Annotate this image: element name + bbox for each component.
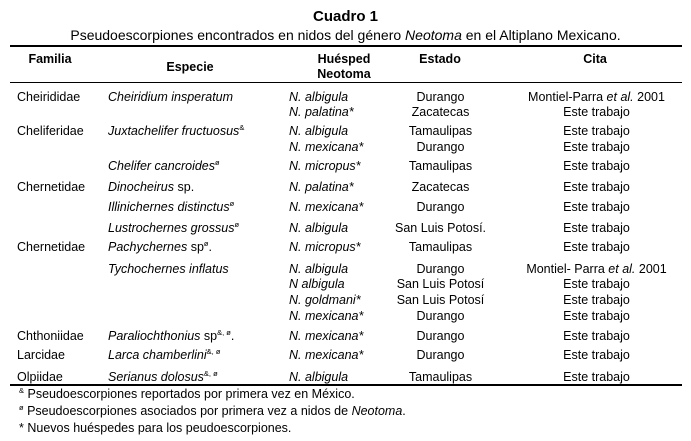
- cita-year: 2001: [635, 262, 667, 276]
- subtitle-text: Pseudoescorpiones encontrados en nidos del género: [70, 27, 406, 43]
- cita-cell: [520, 329, 673, 344]
- cita-cell: [520, 159, 673, 174]
- footnote: [19, 404, 406, 418]
- footnote-mark: ø: [234, 220, 240, 229]
- cita-text: Este trabajo: [563, 329, 630, 343]
- footnote-mark: ø: [203, 239, 209, 248]
- cita-cell: [520, 105, 673, 120]
- familia-cell: Cheliferidae: [17, 124, 84, 138]
- especie-name: Lustrochernes grossus: [108, 221, 235, 235]
- huesped-cell: N. micropus*: [289, 240, 361, 254]
- especie-cell: [108, 200, 234, 215]
- footnote-mark: &, ø: [206, 347, 221, 356]
- especie-name: Chelifer cancroides: [108, 159, 215, 173]
- cita-cell: [520, 277, 673, 292]
- footnote-symbol: ø: [19, 403, 24, 412]
- huesped-cell: N. mexicana*: [289, 140, 364, 154]
- estado-cell: San Luis Potosí: [396, 277, 485, 291]
- cita-cell: [520, 180, 673, 195]
- table-subtitle: [0, 27, 691, 43]
- familia-cell: Olpiidae: [17, 370, 63, 384]
- footnote-end: .: [402, 404, 406, 418]
- especie-name: Tychochernes inflatus: [108, 262, 229, 276]
- familia-cell: Chthoniidae: [17, 329, 84, 343]
- cita-cell: [520, 90, 673, 105]
- huesped-cell: N. palatina*: [289, 105, 354, 119]
- top-rule: [10, 45, 682, 47]
- estado-cell: Durango: [416, 140, 465, 154]
- estado-cell: San Luis Potosí: [396, 293, 485, 307]
- especie-name: Cheiridium insperatum: [108, 90, 234, 104]
- cita-cell: [520, 240, 673, 255]
- header-especie: Especie: [166, 60, 214, 74]
- huesped-cell: N. albigula: [289, 262, 349, 276]
- table-title: Cuadro 1: [312, 8, 378, 25]
- familia-cell: Chernetidae: [17, 180, 86, 194]
- cita-text: Este trabajo: [563, 221, 630, 235]
- especie-cell: [108, 262, 229, 277]
- familia-cell: Chernetidae: [17, 240, 86, 254]
- especie-name: Serianus dolosus: [108, 370, 204, 384]
- footnote-mark: &, ø: [217, 328, 231, 337]
- estado-cell: Tamaulipas: [408, 370, 473, 384]
- estado-cell: Durango: [416, 309, 465, 323]
- cita-text: Este trabajo: [563, 140, 630, 154]
- cita-text: Este trabajo: [563, 277, 630, 291]
- huesped-cell: N. palatina*: [289, 180, 354, 194]
- footnote-mark: &: [239, 123, 245, 132]
- especie-abbrev: sp: [200, 329, 218, 343]
- especie-cell: [108, 90, 233, 105]
- header-huesped: [300, 52, 388, 82]
- cita-text: Este trabajo: [563, 348, 630, 362]
- especie-cell: [108, 370, 218, 385]
- especie-cell: [108, 180, 194, 195]
- estado-cell: Durango: [416, 200, 465, 214]
- huesped-cell: N. mexicana*: [289, 329, 364, 343]
- familia-cell: Larcidae: [17, 348, 65, 362]
- cita-text: Este trabajo: [563, 309, 630, 323]
- estado-cell: Durango: [416, 348, 465, 362]
- header-estado: Estado: [419, 52, 461, 66]
- huesped-cell: N. albigula: [289, 124, 349, 138]
- footnote-text: * Nuevos huéspedes para los peudoescorpiones.: [19, 421, 292, 435]
- especie-abbrev: sp: [187, 240, 204, 254]
- huesped-cell: N. mexicana*: [289, 348, 364, 362]
- especie-tail: .: [208, 240, 212, 254]
- huesped-cell: N. albigula: [289, 370, 349, 384]
- especie-cell: [108, 348, 220, 363]
- especie-cell: [108, 240, 212, 255]
- footnote: [19, 387, 355, 401]
- especie-cell: [108, 124, 244, 139]
- estado-cell: San Luis Potosí.: [394, 221, 487, 235]
- especie-name: Pachychernes: [108, 240, 188, 254]
- header-huesped-line2: Neotoma: [317, 67, 371, 81]
- especie-cell: [108, 329, 234, 344]
- cita-text: Este trabajo: [563, 105, 630, 119]
- especie-name: Larca chamberlini: [108, 348, 207, 362]
- estado-cell: Zacatecas: [411, 180, 470, 194]
- especie-abbrev: sp.: [174, 180, 195, 194]
- subtitle-genus: Neotoma: [405, 27, 462, 43]
- cita-text: Este trabajo: [563, 200, 630, 214]
- footnote-genus: Neotoma: [351, 404, 403, 418]
- huesped-cell: N. albigula: [289, 221, 349, 235]
- especie-name: Paraliochthonius: [108, 329, 201, 343]
- cita-year: 2001: [633, 90, 665, 104]
- estado-cell: Zacatecas: [411, 105, 470, 119]
- estado-cell: Durango: [416, 329, 465, 343]
- familia-cell: Cheirididae: [17, 90, 81, 104]
- footnote-symbol: &: [19, 386, 25, 395]
- cita-etal: et al.: [608, 262, 636, 276]
- cita-cell: [520, 221, 673, 236]
- estado-cell: Durango: [416, 90, 465, 104]
- header-rule: [10, 82, 682, 83]
- especie-tail: .: [230, 329, 235, 343]
- cita-cell: [520, 370, 673, 385]
- cita-text: Este trabajo: [563, 124, 630, 138]
- cita-text: Este trabajo: [563, 180, 630, 194]
- footnote: [19, 421, 291, 435]
- huesped-cell: N. micropus*: [289, 159, 361, 173]
- cita-cell: [520, 124, 673, 139]
- cita-cell: [520, 348, 673, 363]
- footnote-mark: &, ø: [203, 369, 218, 378]
- footnote-text: Pseudoescorpiones asociados por primera vez a nidos de: [23, 404, 352, 418]
- header-familia: Familia: [28, 52, 72, 66]
- huesped-cell: N. goldmani*: [289, 293, 361, 307]
- especie-cell: [108, 159, 220, 174]
- cita-text: Montiel- Parra: [526, 262, 609, 276]
- cita-cell: [520, 309, 673, 324]
- header-huesped-line1: Huésped: [317, 52, 371, 66]
- especie-cell: [108, 221, 239, 236]
- cita-text: Montiel-Parra: [528, 90, 607, 104]
- cita-text: Este trabajo: [563, 240, 630, 254]
- subtitle-end: en el Altiplano Mexicano.: [461, 27, 621, 43]
- huesped-cell: N. albigula: [289, 90, 349, 104]
- footnote-mark: ø: [215, 158, 220, 167]
- estado-cell: Tamaulipas: [408, 240, 473, 254]
- especie-name: Illinichernes distinctus: [108, 200, 230, 214]
- cita-text: Este trabajo: [563, 293, 630, 307]
- cita-text: Este trabajo: [563, 370, 630, 384]
- footnote-text: Pseudoescorpiones reportados por primera vez en México.: [24, 387, 355, 401]
- cita-etal: et al.: [606, 90, 634, 104]
- footnote-mark: ø: [229, 199, 235, 208]
- cita-cell: [520, 140, 673, 155]
- especie-name: Dinocheirus: [108, 180, 175, 194]
- huesped-cell: N albigula: [289, 277, 345, 291]
- cita-text: Este trabajo: [563, 159, 630, 173]
- especie-name: Juxtachelifer fructuosus: [108, 124, 240, 138]
- header-cita: Cita: [583, 52, 607, 66]
- bottom-rule: [10, 384, 682, 386]
- cita-cell: [520, 200, 673, 215]
- estado-cell: Tamaulipas: [408, 124, 473, 138]
- cita-cell: [520, 262, 673, 277]
- estado-cell: Durango: [416, 262, 465, 276]
- huesped-cell: N. mexicana*: [289, 309, 364, 323]
- estado-cell: Tamaulipas: [408, 159, 473, 173]
- huesped-cell: N. mexicana*: [289, 200, 364, 214]
- cita-cell: [520, 293, 673, 308]
